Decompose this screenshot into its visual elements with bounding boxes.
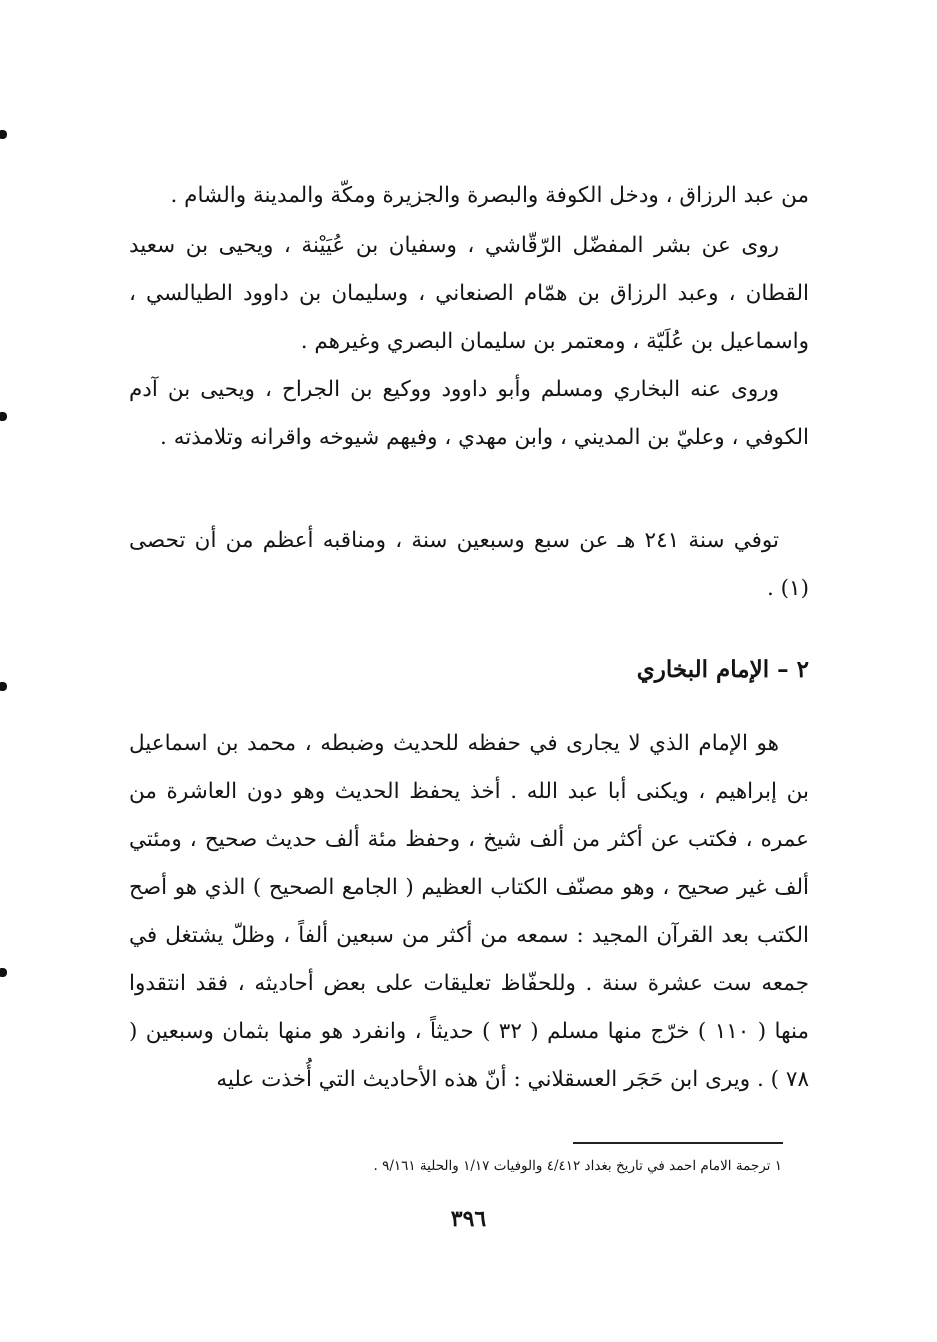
- scan-edge-mark: [0, 130, 7, 139]
- paragraph-bukhari: هو الإمام الذي لا يجارى في حفظه للحديث وضبطه ، محمد بن اسماعيل بن إبراهيم ، ويكنى أبا عبد الله . أخذ يحفظ الحديث وهو دون العاشرة من عمره ، فكتب عن أكثر من ألف شيخ ، وحفظ مئة ألف حديث صحيح ، ومئتي ألف غير صحيح ، وهو مصنّف الكتاب العظيم ( الجامع الصحيح ) الذي هو أصح الكتب بعد القرآن المجيد : سمعه من أكثر من سبعين ألفاً ، وظلّ يشتغل في جمعه ست عشرة سنة . وللحفّاظ تعليقات على بعض أحاديثه ، فقد انتقدوا منها ( ١١٠ ) خرّج منها مسلم ( ٣٢ ) حديثاً ، وانفرد هو منها بثمان وسبعين ( ٧٨ ) . ويرى ابن حَجَر العسقلاني : أنّ هذه الأحاديث التي أُخذت عليه: [129, 731, 809, 1092]
- footnote-divider: [573, 1142, 783, 1144]
- paragraph-death: توفي سنة ٢٤١ هـ عن سبع وسبعين سنة ، ومناقبه أعظم من أن تحصى (١) .: [129, 528, 809, 601]
- scan-edge-mark: [0, 412, 7, 421]
- paragraph-travels: من عبد الرزاق ، ودخل الكوفة والبصرة والجزيرة ومكّة والمدينة والشام .: [170, 183, 809, 208]
- footnote: ١ ترجمة الامام احمد في تاريخ بغداد ٤/٤١٢ والوفيات ١/١٧ والحلية ٩/١٦١ .: [373, 1158, 782, 1174]
- scan-edge-mark: [0, 968, 7, 977]
- paragraph-students: وروى عنه البخاري ومسلم وأبو داوود ووكيع بن الجراح ، ويحيى بن آدم الكوفي ، وعليّ بن المديني ، وابن مهدي ، وفيهم شيوخه واقرانه وتلامذته .: [129, 377, 809, 450]
- paragraph-teachers: روى عن بشر المفضّل الرّقّاشي ، وسفيان بن عُيَيْنة ، ويحيى بن سعيد القطان ، وعبد الرزاق بن همّام الصنعاني ، وسليمان بن داوود الطيالسي ، واسماعيل بن عُلَيّة ، ومعتمر بن سليمان البصري وغيرهم .: [129, 233, 809, 354]
- scan-edge-mark: [0, 682, 7, 691]
- section-heading: ٢ – الإمام البخاري: [636, 656, 809, 683]
- page-number: ٣٩٦: [450, 1206, 487, 1232]
